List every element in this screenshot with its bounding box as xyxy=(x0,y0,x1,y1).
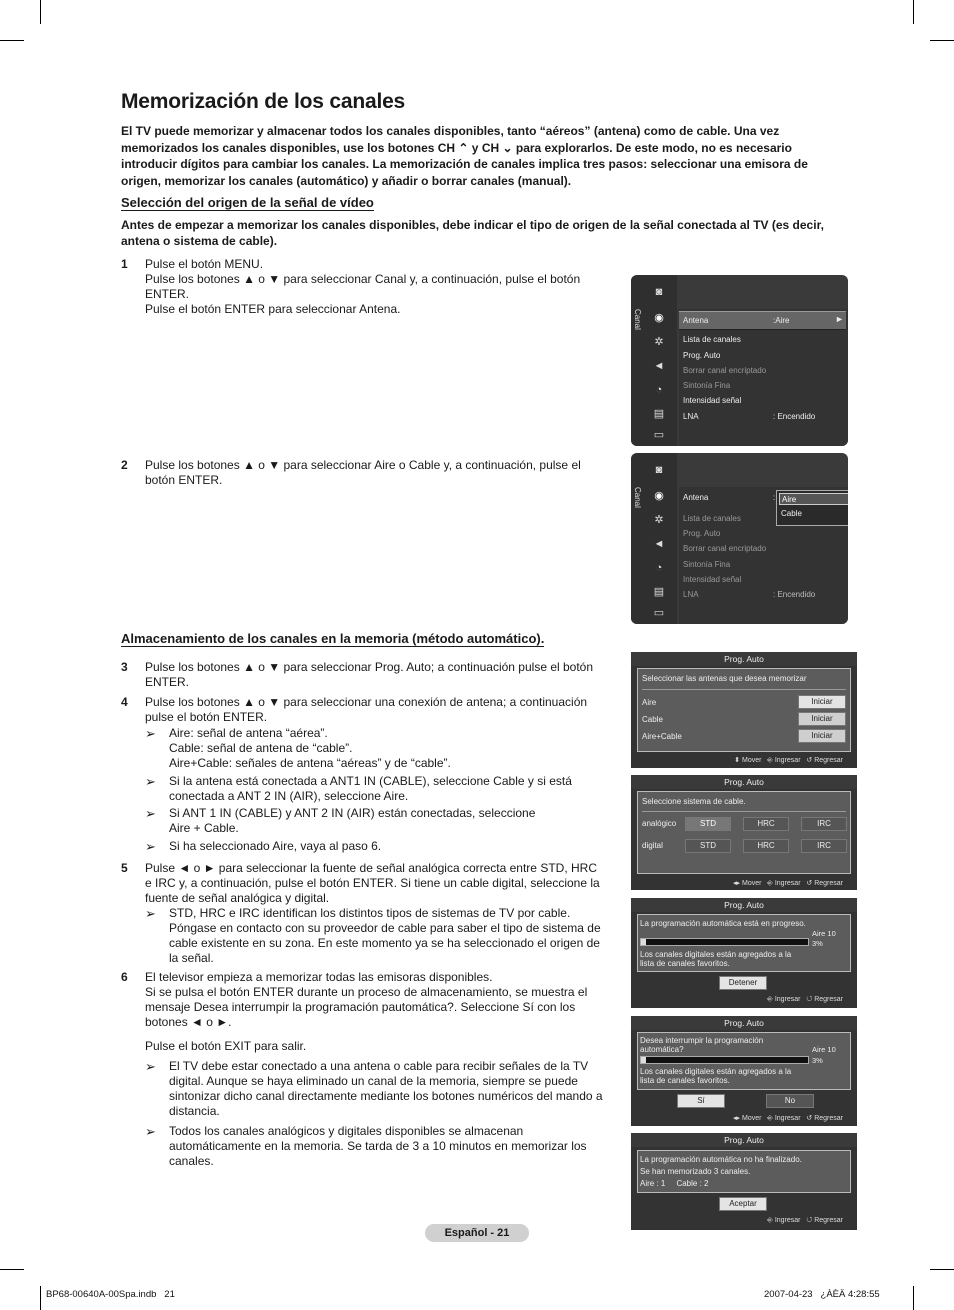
fav-note-line2: lista de canales favoritos. xyxy=(640,959,730,968)
result-line3: Aire : 1 Cable : 2 xyxy=(640,1179,709,1188)
menu-item-antena[interactable]: Antena xyxy=(683,316,709,325)
picture-icon: ◙ xyxy=(655,464,663,476)
dialog-prompt: Seleccionar las antenas que desea memorizar xyxy=(642,674,807,683)
menu-item-prog-auto[interactable]: Prog. Auto xyxy=(683,351,721,360)
menu-item-lista[interactable]: Lista de canales xyxy=(683,335,741,344)
aceptar-button[interactable]: Aceptar xyxy=(719,1197,767,1211)
fav-note-line2: lista de canales favoritos. xyxy=(640,1076,730,1085)
crop-mark xyxy=(913,1286,914,1310)
crop-mark xyxy=(40,0,41,24)
intro-paragraph: El TV puede memorizar y almacenar todos los canales disponibles, tanto “aéreos” (antena) como de cable. Una vez memorizados los canales disponibles, use los botones CH ⌃ y CH ⌄ para explorarlos. De este modo, no es necesario introducir dígitos para cambiar los canales. La memorización de canales implica tres pasos: seleccionar una emisora de origen, memorizar los canales (automático) y añadir o borrar canales (manual). xyxy=(121,124,808,189)
input-icon: ◄ xyxy=(653,538,665,550)
interrupt-question: Desea interrumpir la programación xyxy=(640,1036,764,1045)
fav-note-line1: Los canales digitales están agregados a la xyxy=(640,1067,792,1076)
digital-irc-button[interactable]: IRC xyxy=(801,839,847,853)
section1-paragraph: Antes de empezar a memorizar los canales disponibles, debe indicar el tipo de origen de la señal conectada al TV (es decir, antena o sistema de cable). xyxy=(121,218,824,248)
progress-percent: 3% xyxy=(812,1056,823,1065)
picture-icon: ◙ xyxy=(655,286,663,298)
row-analogico: analógico xyxy=(642,819,677,828)
note-arrow-icon: ➢ xyxy=(145,806,156,821)
return-icon: ↺ xyxy=(806,1115,813,1122)
no-button[interactable]: No xyxy=(766,1094,814,1108)
dialog-title: Prog. Auto xyxy=(631,898,857,912)
channel-icon: ◉ xyxy=(654,312,664,324)
enter-icon: ⎆ xyxy=(767,757,773,764)
footer-timestamp: 2007-04-23 ¿ÀÈÄ 4:28:55 xyxy=(764,1289,880,1300)
aire-count: Aire 10 xyxy=(812,929,836,938)
support-icon: ◔ xyxy=(655,384,663,396)
menu-item-prog-auto: Prog. Auto xyxy=(683,529,721,538)
section-heading-signal-source: Selección del origen de la señal de vídeo xyxy=(121,195,374,210)
prog-auto-antenna-dialog xyxy=(631,652,857,768)
setup-gear-icon: ✲ xyxy=(654,514,664,526)
channel-icon: ◉ xyxy=(654,490,664,502)
dialog-title: Prog. Auto xyxy=(631,1133,857,1147)
antena-colon: : xyxy=(773,493,776,502)
prog-auto-result-dialog xyxy=(631,1133,857,1230)
antenna-dropdown xyxy=(776,490,848,526)
dialog-footer: ⎆ Ingresar ↺ Regresar xyxy=(767,1217,843,1224)
row-digital: digital xyxy=(642,841,663,850)
fav-note-line1: Los canales digitales están agregados a la xyxy=(640,950,792,959)
yes-button[interactable]: Sí xyxy=(677,1094,725,1108)
crop-mark xyxy=(0,1269,24,1270)
lna-value: : Encendido xyxy=(773,590,816,599)
result-line1: La programación automática no ha finalizado. xyxy=(640,1155,802,1164)
display-icon: ▭ xyxy=(653,429,665,441)
menu-item-borrar: Borrar canal encriptado xyxy=(683,544,767,553)
input-icon: ◄ xyxy=(653,360,665,372)
antena-value: :Aire xyxy=(773,316,790,325)
return-icon: ↺ xyxy=(806,1217,813,1224)
move-icon: ◂▸ xyxy=(733,880,741,887)
crop-mark xyxy=(913,0,914,24)
enter-icon: ⎆ xyxy=(767,996,773,1003)
return-icon: ↺ xyxy=(806,996,813,1003)
progress-percent: 3% xyxy=(812,939,823,948)
analog-hrc-button[interactable]: HRC xyxy=(743,817,789,831)
menu-item-lna: LNA xyxy=(683,590,699,599)
dialog-title: Prog. Auto xyxy=(631,1016,857,1030)
dialog-footer: ◂▸ Mover ⎆ Ingresar ↺ Regresar xyxy=(733,1115,843,1122)
menu-item-lista: Lista de canales xyxy=(683,514,741,523)
menu-item-sintonia: Sintonía Fina xyxy=(683,381,731,390)
setup-gear-icon: ✲ xyxy=(654,336,664,348)
digital-hrc-button[interactable]: HRC xyxy=(743,839,789,853)
page-number: Español - 21 xyxy=(425,1224,529,1242)
section-heading-auto-memory: Almacenamiento de los canales en la memoria (método automático). xyxy=(121,631,545,646)
prog-auto-interrupt-dialog xyxy=(631,1016,857,1126)
note-arrow-icon: ➢ xyxy=(145,839,156,854)
dialog-prompt: Seleccione sistema de cable. xyxy=(642,797,746,806)
dialog-footer: ◂▸ Mover ⎆ Ingresar ↺ Regresar xyxy=(733,880,843,887)
crop-mark xyxy=(40,1286,41,1310)
row-aire-cable: Aire+Cable xyxy=(642,732,682,741)
page-title: Memorización de los canales xyxy=(121,90,406,113)
menu-side-label: Canal xyxy=(633,487,642,508)
analog-irc-button[interactable]: IRC xyxy=(801,817,847,831)
dropdown-option-aire[interactable]: Aire xyxy=(779,493,848,505)
crop-mark xyxy=(930,40,954,41)
interrupt-question-2: automática? xyxy=(640,1045,684,1054)
dialog-footer: ⬍ Mover ⎆ Ingresar ↺ Regresar xyxy=(734,757,843,764)
menu-item-borrar: Borrar canal encriptado xyxy=(683,366,767,375)
dialog-footer: ⎆ Ingresar ↺ Regresar xyxy=(767,996,843,1003)
menu-side-label: Canal xyxy=(633,309,642,330)
menu-item-lna[interactable]: LNA xyxy=(683,412,699,421)
iniciar-aire-cable-button[interactable]: Iniciar xyxy=(798,729,846,743)
note-arrow-icon: ➢ xyxy=(145,774,156,789)
crop-mark xyxy=(0,40,24,41)
tv-menu-screen-2 xyxy=(631,453,848,624)
menu-item-antena[interactable]: Antena xyxy=(683,493,709,502)
return-icon: ↺ xyxy=(806,880,813,887)
analog-std-button[interactable]: STD xyxy=(685,817,731,831)
enter-icon: ⎆ xyxy=(767,1217,773,1224)
dialog-title: Prog. Auto xyxy=(631,775,857,789)
prog-auto-cable-system-dialog xyxy=(631,775,857,890)
support-icon: ◔ xyxy=(655,562,663,574)
footer-file-info: BP68-00640A-00Spa.indb 21 xyxy=(46,1289,175,1300)
prog-auto-progress-dialog xyxy=(631,898,857,1008)
dropdown-option-cable[interactable]: Cable xyxy=(781,509,802,518)
note-arrow-icon: ➢ xyxy=(145,1059,156,1074)
sound-icon: ▤ xyxy=(653,586,665,598)
menu-item-intensidad: Intensidad señal xyxy=(683,575,742,584)
crop-mark xyxy=(930,1269,954,1270)
row-aire: Aire xyxy=(642,698,657,707)
iniciar-aire-button[interactable]: Iniciar xyxy=(798,695,846,709)
dialog-title: Prog. Auto xyxy=(631,652,857,666)
note-arrow-icon: ➢ xyxy=(145,906,156,921)
arrow-right-icon: ► xyxy=(835,314,844,324)
note-arrow-icon: ➢ xyxy=(145,1124,156,1139)
move-icon: ⬍ xyxy=(734,757,741,764)
display-icon: ▭ xyxy=(653,607,665,619)
move-icon: ◂▸ xyxy=(733,1115,741,1122)
progress-message: La programación automática está en progreso. xyxy=(640,919,806,928)
return-icon: ↺ xyxy=(806,757,813,764)
menu-item-intensidad[interactable]: Intensidad señal xyxy=(683,396,742,405)
row-cable: Cable xyxy=(642,715,663,724)
menu-item-sintonia: Sintonía Fina xyxy=(683,560,731,569)
detener-button[interactable]: Detener xyxy=(719,976,767,990)
tv-menu-screen-1 xyxy=(631,275,848,446)
progress-bar xyxy=(640,1056,809,1064)
enter-icon: ⎆ xyxy=(767,1115,773,1122)
iniciar-cable-button[interactable]: Iniciar xyxy=(798,712,846,726)
digital-std-button[interactable]: STD xyxy=(685,839,731,853)
lna-value: : Encendido xyxy=(773,412,816,421)
note-arrow-icon: ➢ xyxy=(145,726,156,741)
aire-count: Aire 10 xyxy=(812,1045,836,1054)
sound-icon: ▤ xyxy=(653,408,665,420)
progress-bar xyxy=(640,938,809,946)
result-line2: Se han memorizado 3 canales. xyxy=(640,1167,751,1176)
enter-icon: ⎆ xyxy=(767,880,773,887)
